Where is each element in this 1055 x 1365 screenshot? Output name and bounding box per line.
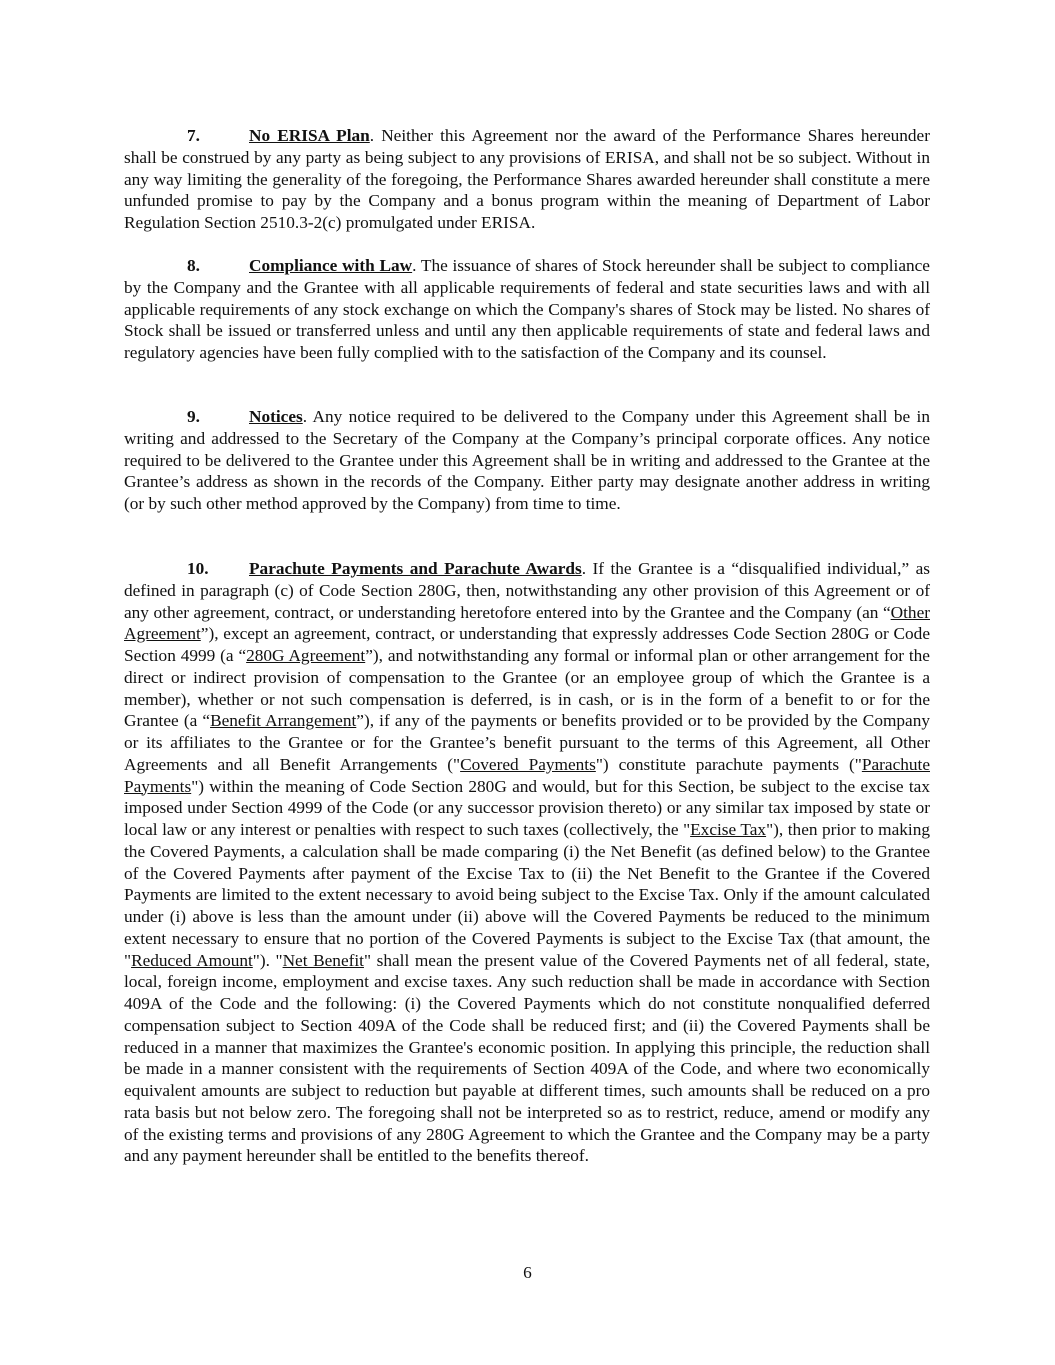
section-heading: No ERISA Plan xyxy=(249,126,370,145)
section-10-parachute-payments xyxy=(124,558,930,1167)
section-heading: Notices xyxy=(249,407,303,426)
section-text: ”), except an agreement, contract, or understanding that expressly addresses Code Section 280G or Code Section 4999 (a “ xyxy=(124,624,930,665)
section-text: . If the Grantee is a “disqualified individual,” as defined in paragraph (c) of Code Section 280G, then, notwithstanding any other provision of this Agreement or of any other agreement, contract, or understanding heretofore entered into by the Grantee and the Company (an “ xyxy=(124,559,930,622)
section-text: ") constitute parachute payments (" xyxy=(595,754,862,774)
section-text: "). " xyxy=(252,950,283,970)
defined-term-benefit-arrangement: Benefit Arrangement xyxy=(210,711,357,731)
section-number: 10. xyxy=(187,559,209,578)
section-8-compliance-with-law xyxy=(124,255,930,364)
section-text: ") within the meaning of Code Section 280G and would, but for this Section, be subject to the excise tax imposed under Section 4999 of the Code (or any successor provision thereto) or any similar tax imposed by state or local law or any interest or penalties with respect to such taxes (collectively, the " xyxy=(124,776,930,839)
section-number: 9. xyxy=(187,407,200,426)
page-number: 6 xyxy=(523,1263,532,1282)
section-number: 7. xyxy=(187,126,200,145)
section-number: 8. xyxy=(187,256,200,275)
section-9-notices xyxy=(124,406,930,515)
section-text: ”), if any of the payments or benefits provided or to be provided by the Company or its affiliates to the Grantee or for the Grantee’s benefit pursuant to the terms of this Agreement, all Other Agreements and all Benefit Arrangements (" xyxy=(124,711,930,774)
section-text: . The issuance of shares of Stock hereunder shall be subject to compliance by the Company and the Grantee with all applicable requirements of federal and state securities laws and with all applicable requirements of any stock exchange on which the Company's shares of Stock may be listed. No shares of Stock shall be issued or transferred unless and until any then applicable requirements of state and federal laws and regulatory agencies have been fully complied with to the satisfaction of the Company and its counsel. xyxy=(124,256,930,362)
section-text: ”), and notwithstanding any formal or informal plan or other arrangement for the direct or indirect provision of compensation to the Grantee (or an employee group of which the Grantee is a member), whether or not such compensation is deferred, is in cash, or is in the form of a benefit to or for the Grantee (a “ xyxy=(124,646,930,731)
defined-term-excise-tax: Excise Tax xyxy=(690,820,767,839)
defined-term-280g-agreement: 280G Agreement xyxy=(246,646,366,665)
section-heading: Parachute Payments and Parachute Awards xyxy=(249,559,582,578)
defined-term-other-agreement: Other Agreement xyxy=(124,602,930,644)
section-7-no-erisa-plan xyxy=(124,125,930,234)
defined-term-covered-payments: Covered Payments xyxy=(460,754,596,774)
section-text: " shall mean the present value of the Covered Payments net of all federal, state, local, foreign income, employment and excise taxes. Any such reduction shall be made in accordance with Section 409A of the Code and the following: (i) the Covered Payments which do not constitute nonqualified deferred compensation subject to Section 409A of the Code shall be reduced first; and (ii) the Covered Payments shall be reduced in a manner that maximizes the Grantee's economic position. In applying this principle, the reduction shall be made in a manner consistent with the requirements of Section 409A of the Code, and where two economically equivalent amounts are subject to reduction but payable at different times, such amounts shall be reduced on a pro rata basis but not below zero. The foregoing shall not be interpreted so as to restrict, reduce, amend or modify any of the existing terms and provisions of any 280G Agreement to which the Grantee and the Company may be a party and any payment hereunder shall be entitled to the benefits thereof. xyxy=(124,950,930,1166)
section-text: "), then prior to making the Covered Payments, a calculation shall be made comparing (i) the Net Benefit (as defined below) to the Grantee of the Covered Payments after payment of the Excise Tax to (ii) the Net Benefit to the Grantee if the Covered Payments are limited to the extent necessary to avoid being subject to the Excise Tax. Only if the amount calculated under (i) above is less than the amount under (ii) above will the Covered Payments be reduced to the minimum extent necessary to ensure that no portion of the Covered Payments is subject to the Excise Tax (that amount, the " xyxy=(124,820,930,970)
defined-term-parachute-payments: Parachute Payments xyxy=(124,754,930,796)
section-heading: Compliance with Law xyxy=(249,256,413,275)
section-text: . Any notice required to be delivered to the Company under this Agreement shall be in writing and addressed to the Secretary of the Company at the Company’s principal corporate offices. Any notice required to be delivered to the Grantee under this Agreement shall be in writing and addressed to the Grantee at the Grantee’s address as shown in the records of the Company. Either party may designate another address in writing (or by such other method approved by the Company) from time to time. xyxy=(124,407,930,513)
defined-term-reduced-amount: Reduced Amount xyxy=(131,950,253,970)
section-text: . Neither this Agreement nor the award of the Performance Shares hereunder shall be construed by any party as being subject to any provisions of ERISA, and shall not be so subject. Without in any way limiting the generality of the foregoing, the Performance Shares awarded hereunder shall constitute a mere unfunded promise to pay by the Company and a bonus program within the meaning of Department of Labor Regulation Section 2510.3-2(c) promulgated under ERISA. xyxy=(124,126,930,232)
defined-term-net-benefit: Net Benefit xyxy=(282,950,364,970)
